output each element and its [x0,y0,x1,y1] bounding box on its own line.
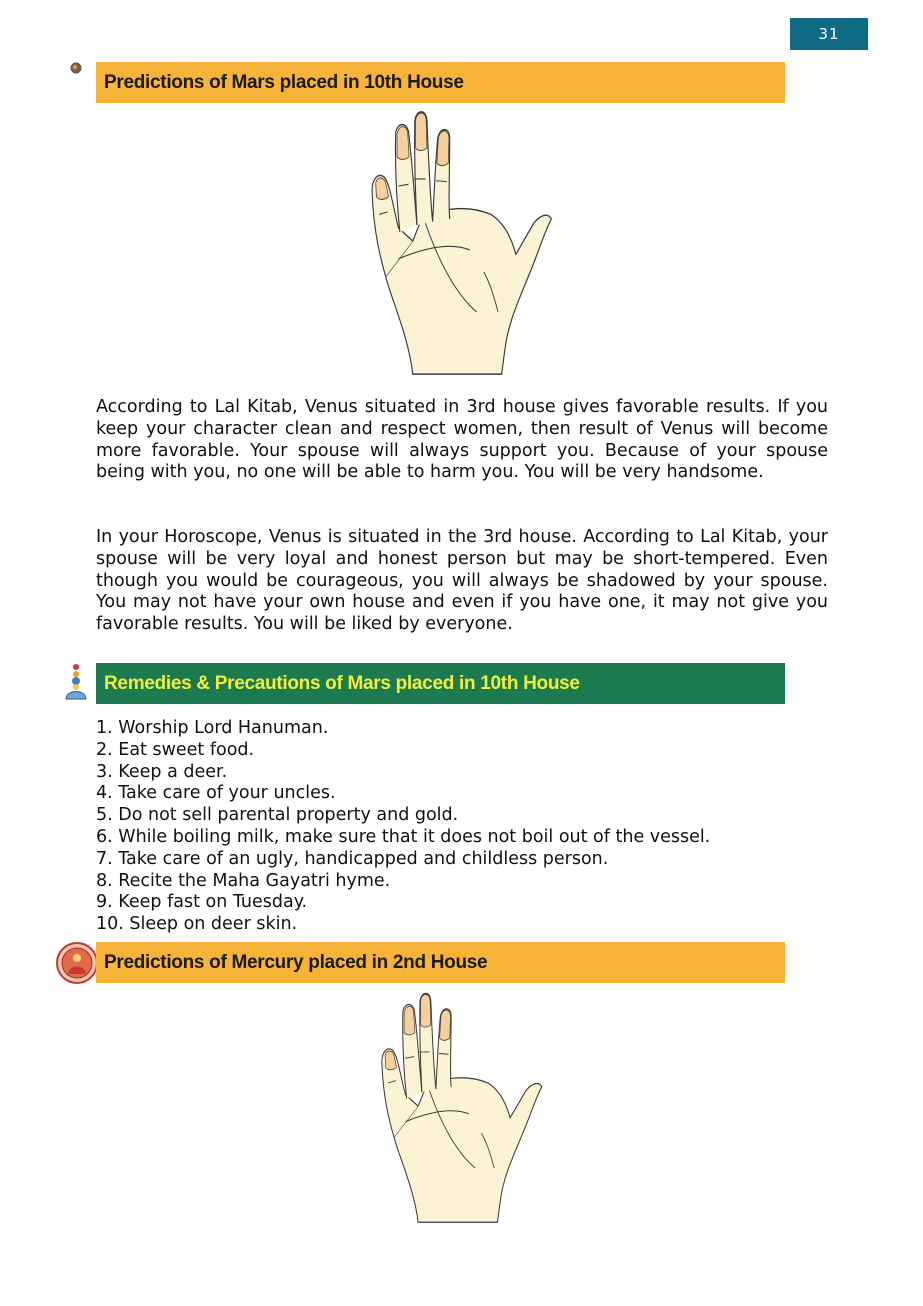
section-title-text: Predictions of Mercury placed in 2nd House [104,951,488,973]
palm-hand-illustration [370,108,555,383]
section-title-mars-remedies [96,663,785,704]
list-item: 3. Keep a deer. [96,761,228,782]
planet-dot-icon [70,62,82,74]
page-number: 31 [818,25,840,43]
list-item: 9. Keep fast on Tuesday. [96,892,308,913]
list-item: 2. Eat sweet food. [96,739,255,760]
section-title-mercury-predictions [96,942,785,983]
list-item: 4. Take care of your uncles. [96,783,336,804]
list-item: 8. Recite the Maha Gayatri hyme. [96,870,391,891]
mercury-deity-icon [56,942,98,984]
remedies-list [96,718,836,936]
section-title-mars-predictions [96,62,785,103]
section-title-text: Predictions of Mars placed in 10th House [104,71,464,93]
list-item: 5. Do not sell parental property and gold. [96,805,459,826]
list-item: 10. Sleep on deer skin. [96,914,298,935]
meditation-chakra-icon [62,663,90,703]
list-item: 6. While boiling milk, make sure that it does not boil out of the vessel. [96,826,711,847]
page-number-badge [790,18,868,50]
list-item: 1. Worship Lord Hanuman. [96,718,329,738]
section-title-text: Remedies & Precautions of Mars placed in 10th House [104,672,580,694]
list-item: 7. Take care of an ugly, handicapped and childless person. [96,848,609,869]
palm-hand-illustration [380,990,545,1230]
paragraph-venus-horoscope: In your Horoscope, Venus is situated in the 3rd house. According to Lal Kitab, your spouse will be very loyal and honest person but may be short-tempered. Even though you would be courageous, you will always be shadowed by your spouse. You may not have your own house and even if you have one, it may not give you favorable results. You will be liked by everyone. [96,527,828,635]
paragraph-venus-lal-kitab: According to Lal Kitab, Venus situated in 3rd house gives favorable results. If you keep your character clean and respect women, then result of Venus will become more favorable. Your spouse will always support you. Because of your spouse being with you, no one will be able to harm you. You will be very handsome. [96,397,828,483]
